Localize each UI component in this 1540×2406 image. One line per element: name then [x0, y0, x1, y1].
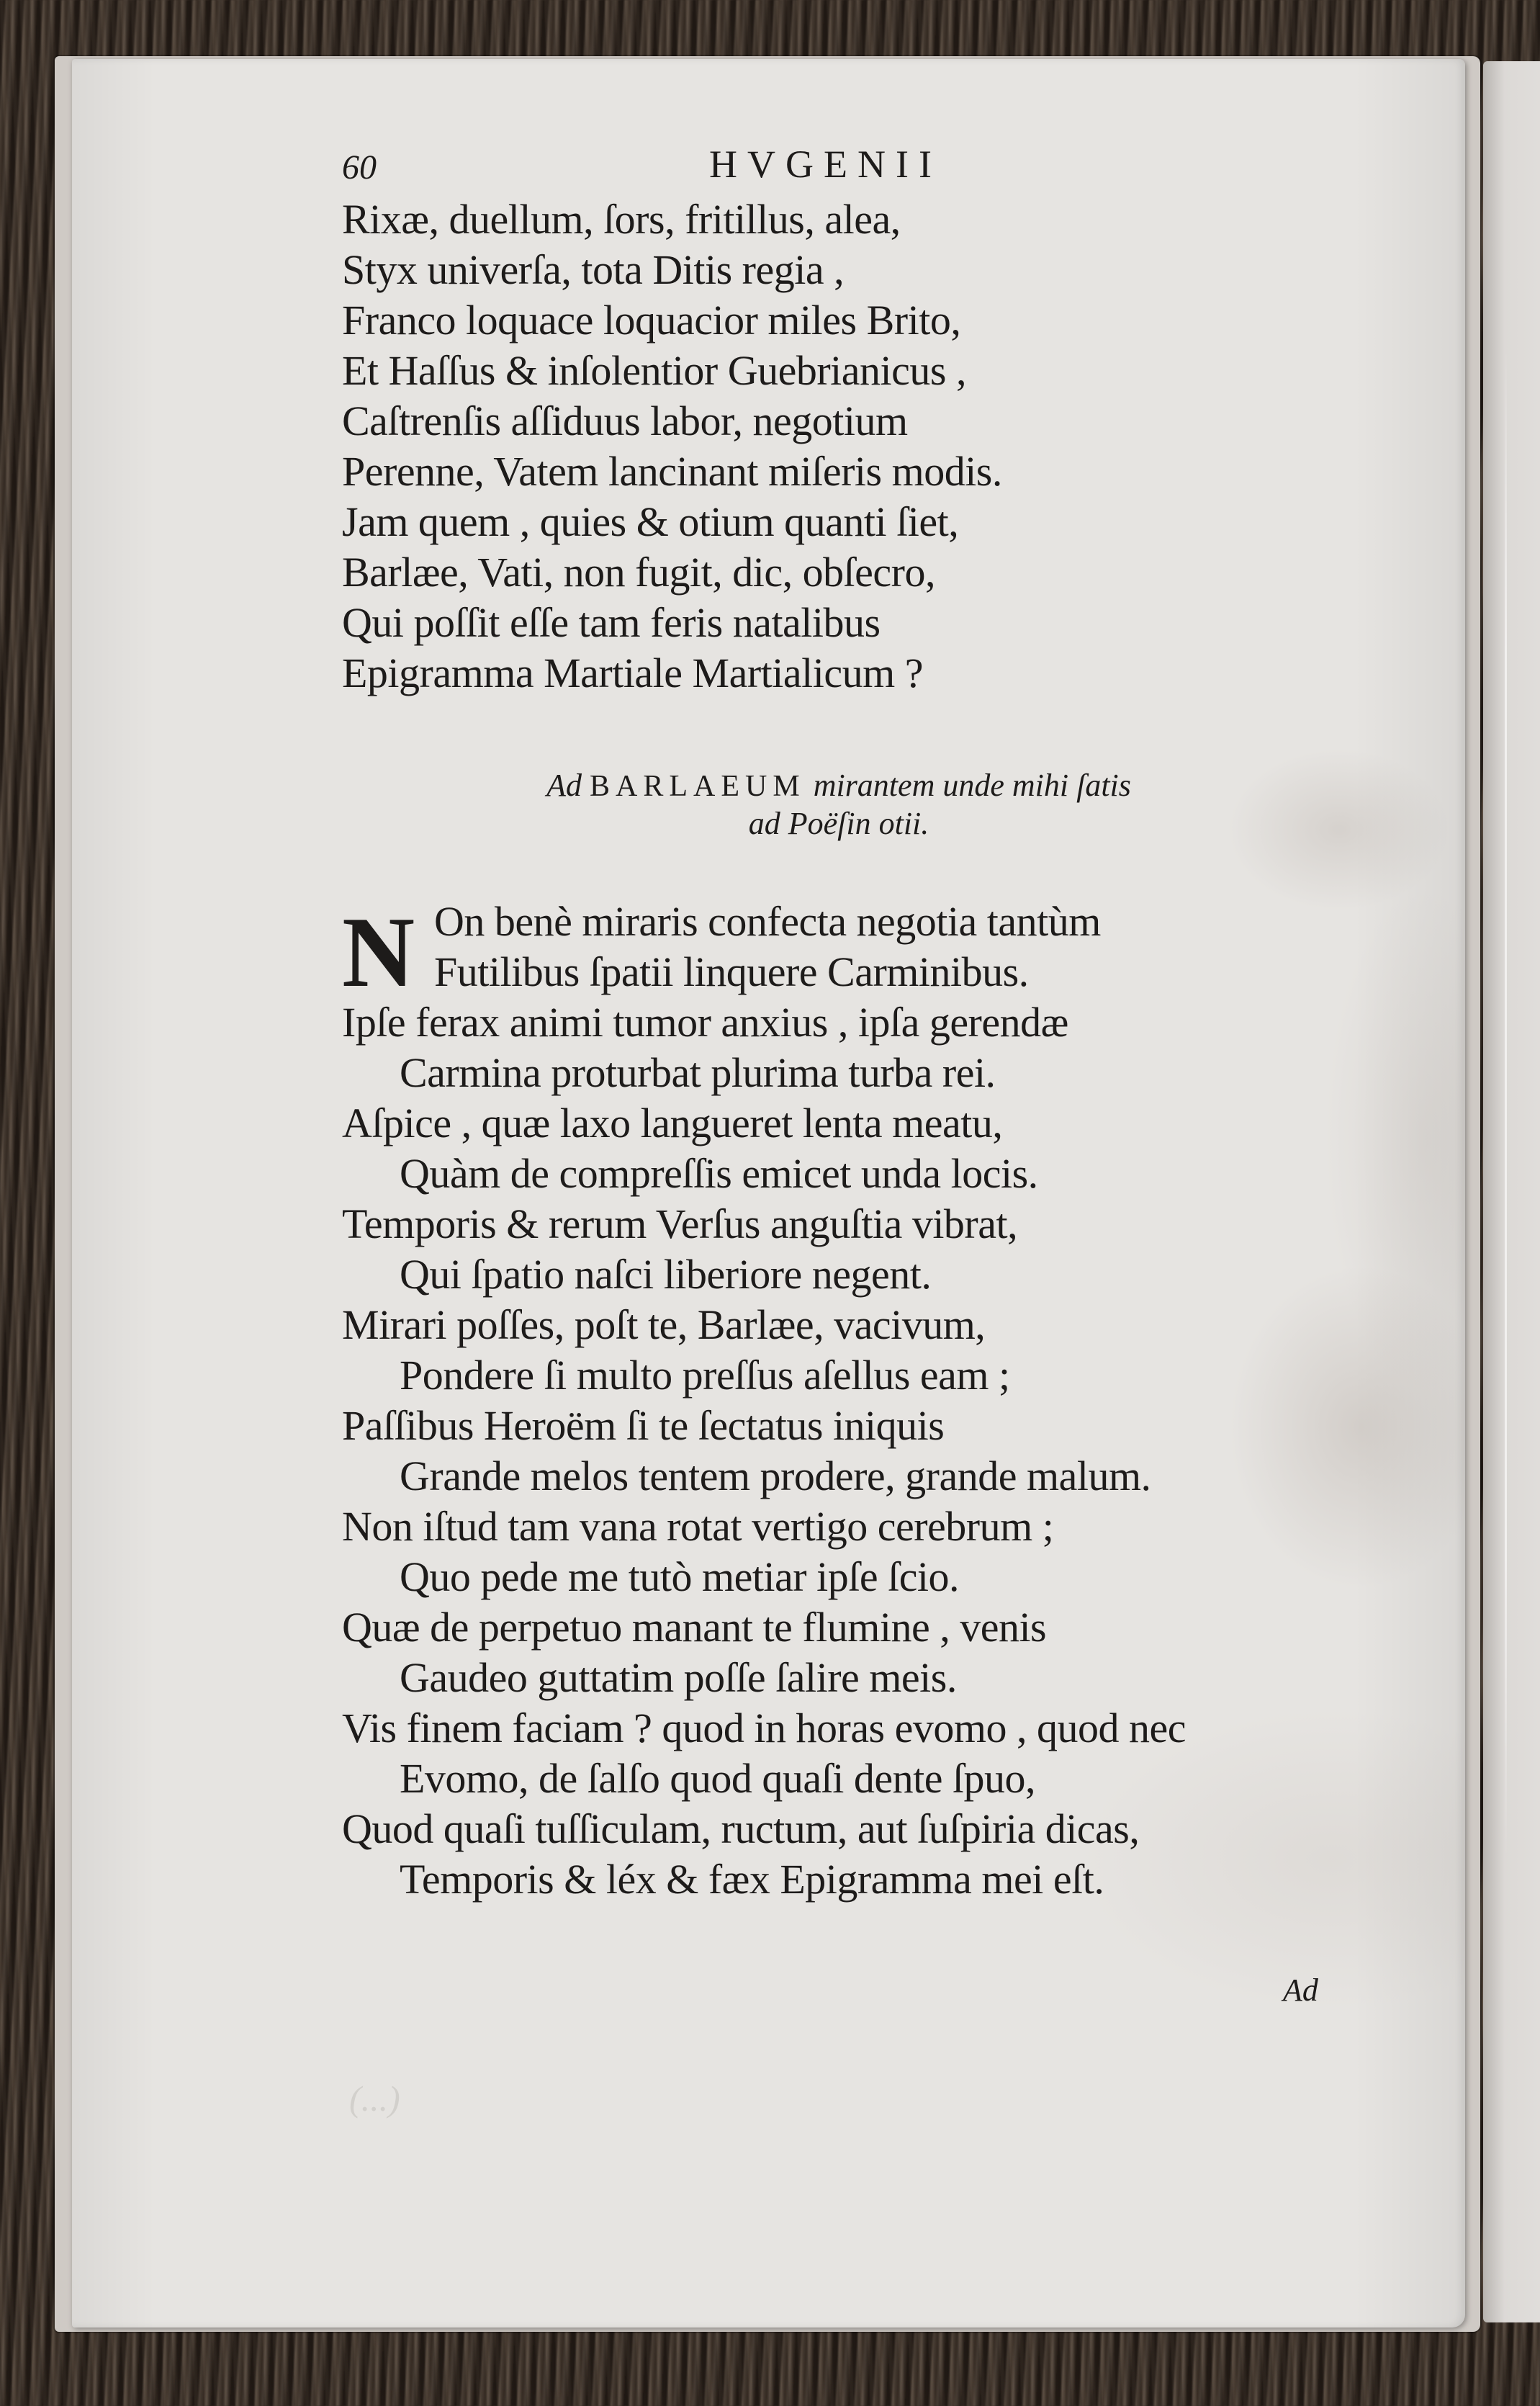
- facing-page-edge: [1483, 61, 1540, 2322]
- title-name: BARLAEUM: [590, 770, 806, 803]
- verse-line: Temporis & rerum Verſus anguſtia vibrat,: [342, 1200, 1018, 1247]
- title-rest: mirantem unde mihi ſatis: [813, 768, 1131, 803]
- verse-line: Rixæ, duellum, ſors, fritillus, alea,: [342, 196, 901, 243]
- page-fold-crease: [1505, 347, 1507, 1859]
- verse-line-indented: Carmina proturbat plurima turba rei.: [400, 1049, 996, 1096]
- verse-line-indented: Quo pede me tutò metiar ipſe ſcio.: [400, 1553, 960, 1600]
- verse-line: Paſſibus Heroëm ſi te ſectatus iniquis: [342, 1402, 945, 1449]
- verse-line: Aſpice , quæ laxo langueret lenta meatu,: [342, 1100, 1003, 1146]
- verse-line: Non iſtud tam vana rotat vertigo cerebrum ;: [342, 1503, 1054, 1550]
- verse-line-indented: Evomo, de ſalſo quod quaſi dente ſpuo,: [400, 1755, 1036, 1802]
- poem-2-title: [479, 767, 1199, 843]
- verse-line: Epigramma Martiale Martialicum ?: [342, 650, 923, 696]
- verse-line-indented: Grande melos tentem prodere, grande malum.: [400, 1453, 1151, 1499]
- verse-line-indented: Futilibus ſpatii linquere Carminibus.: [434, 948, 1029, 995]
- poem-2-verse: [342, 897, 1186, 1905]
- verse-line: Caſtrenſis aſſiduus labor, negotium: [342, 398, 908, 444]
- page-number: 60: [342, 148, 377, 187]
- verse-line: Jam quem , quies & otium quanti ſiet,: [342, 498, 959, 545]
- verse-line: Barlæe, Vati, non fugit, dic, obſecro,: [342, 549, 935, 596]
- running-head: [342, 143, 990, 191]
- verse-line-indented: Gaudeo guttatim poſſe ſalire meis.: [400, 1654, 957, 1701]
- verse-line-indented: Temporis & léx & fæx Epigramma mei eſt.: [400, 1856, 1104, 1903]
- verse-line-indented: Qui ſpatio naſci liberiore negent.: [400, 1251, 932, 1298]
- verse-line: Mirari poſſes, poſt te, Barlæe, vacivum,: [342, 1301, 986, 1348]
- verse-line: On benè miraris confecta negotia tantùm: [434, 898, 1101, 945]
- verse-line: Quod quaſi tuſſiculam, ructum, aut ſuſpiria dicas,: [342, 1805, 1140, 1852]
- verse-line: Quæ de perpetuo manant te flumine , venis: [342, 1604, 1047, 1651]
- verse-line: Styx univerſa, tota Ditis regia ,: [342, 246, 845, 293]
- verse-line-indented: Pondere ſi multo preſſus aſellus eam ;: [400, 1352, 1010, 1399]
- verse-line-indented: Quàm de compreſſis emicet unda locis.: [400, 1150, 1038, 1197]
- verse-line: Et Haſſus & inſolentior Guebrianicus ,: [342, 347, 966, 394]
- poem-1-verse: [342, 194, 1002, 699]
- verse-line: Perenne, Vatem lancinant miſeris modis.: [342, 448, 1002, 495]
- blind-impression: (...): [349, 2078, 400, 2119]
- drop-cap-initial: N: [342, 897, 415, 1008]
- title-prefix: Ad: [546, 768, 582, 803]
- poem-title-line-1: [479, 767, 1199, 805]
- poem-title-line-2: ad Poëſin otii.: [748, 806, 929, 841]
- catchword: Ad: [1283, 1972, 1318, 2008]
- verse-line: Qui poſſit eſſe tam feris natalibus: [342, 599, 881, 646]
- running-head-title: HVGENII: [709, 143, 942, 186]
- verse-line: Franco loquace loquacior miles Brito,: [342, 297, 961, 344]
- verse-line: Ipſe ferax animi tumor anxius , ipſa gerendæ: [342, 999, 1068, 1046]
- verse-line: Vis finem faciam ? quod in horas evomo , quod nec: [342, 1705, 1186, 1751]
